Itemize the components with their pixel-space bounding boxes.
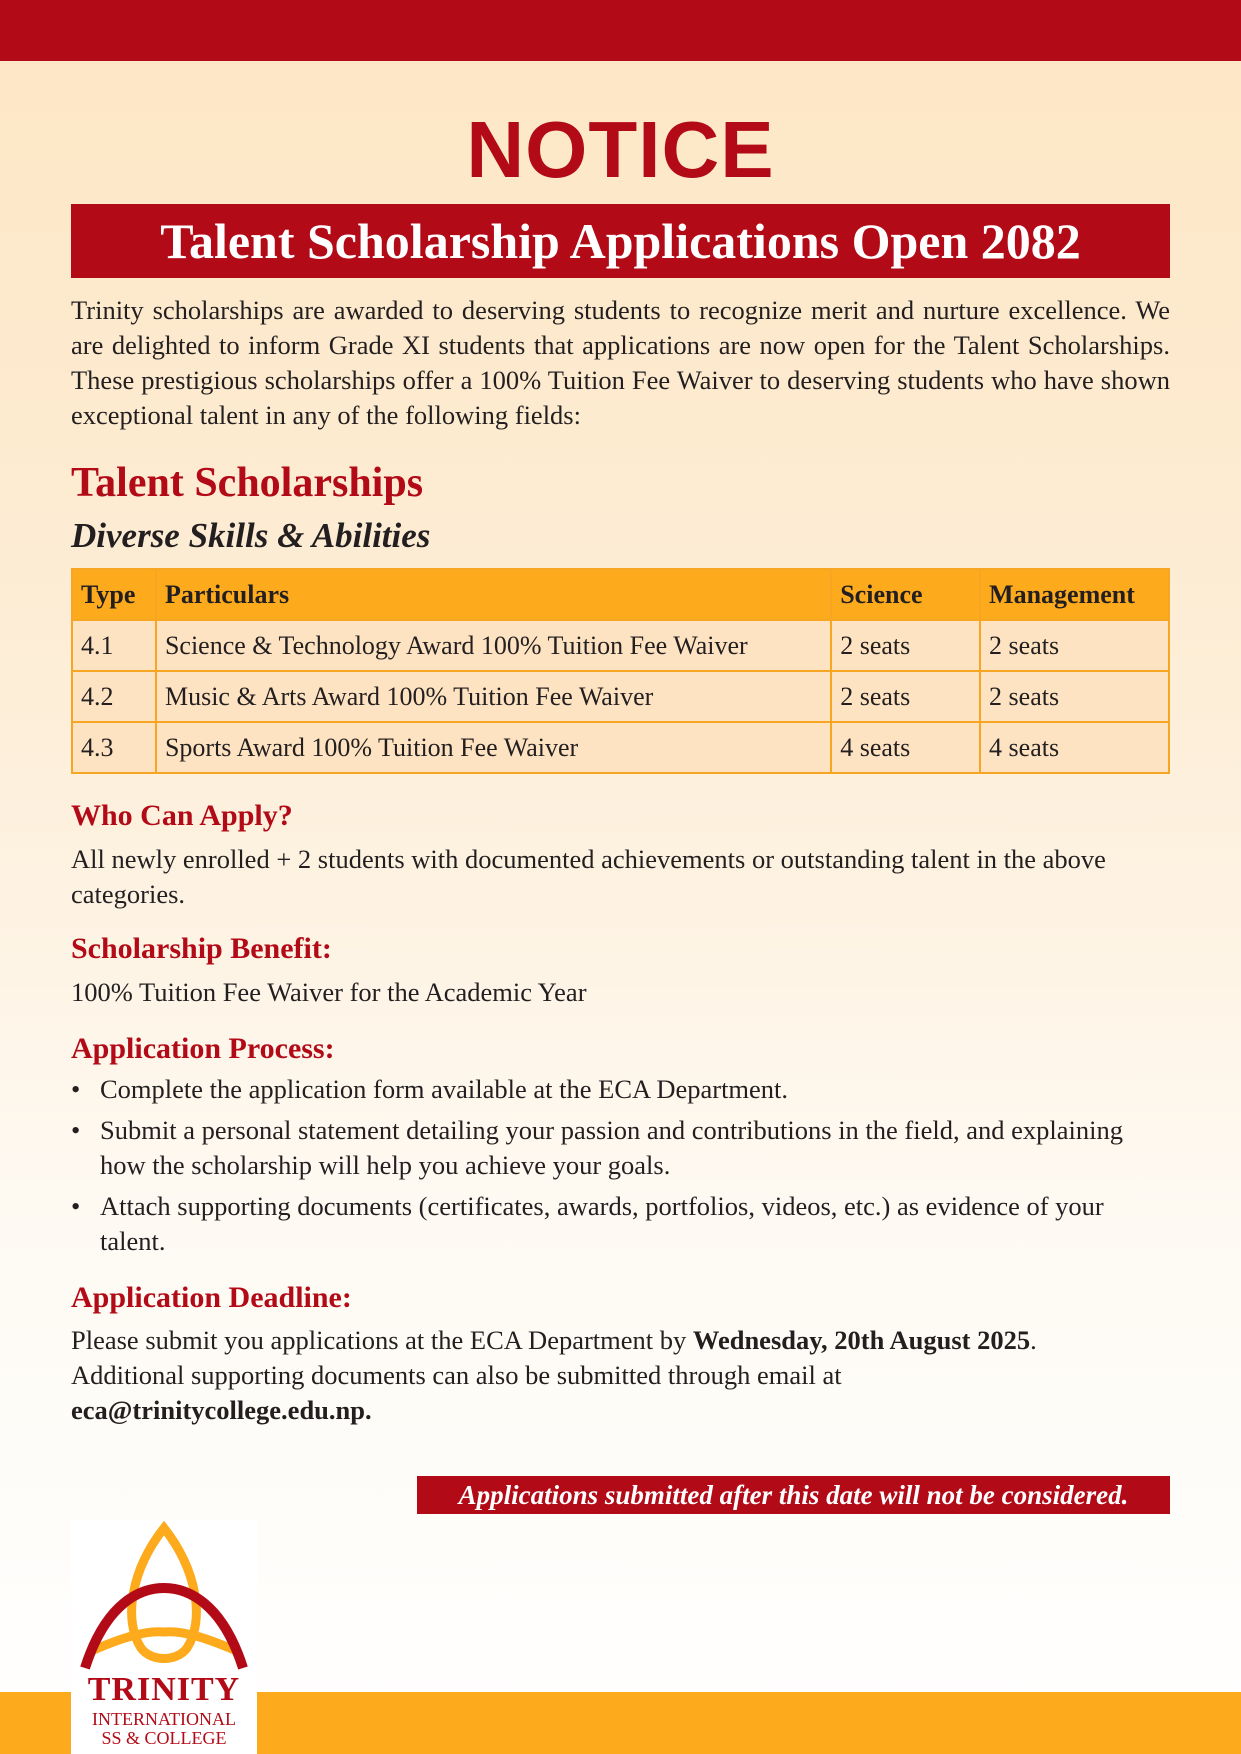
benefit-text: 100% Tuition Fee Waiver for the Academic Year (71, 977, 587, 1007)
table-row (72, 722, 1169, 773)
list-item: • Complete the application form available at the ECA Department. (71, 1072, 1170, 1107)
cell-particulars: Music & Arts Award 100% Tuition Fee Waiver (156, 671, 831, 722)
table-row (72, 671, 1169, 722)
section-subtitle: Diverse Skills & Abilities (71, 516, 431, 555)
process-list (71, 1072, 1170, 1265)
deadline-text-before: Please submit you applications at the ECA Department by (71, 1325, 693, 1355)
section-title: Talent Scholarships (71, 460, 424, 506)
cell-type: 4.2 (72, 671, 156, 722)
col-header-management: Management (980, 569, 1169, 620)
benefit-heading: Scholarship Benefit: (71, 932, 332, 965)
late-submission-warning: Applications submitted after this date will not be considered. (417, 1476, 1170, 1514)
cell-science-seats: 2 seats (831, 671, 980, 722)
col-header-type: Type (72, 569, 156, 620)
cell-management-seats: 2 seats (980, 620, 1169, 671)
trinity-knot-icon (71, 1520, 257, 1680)
logo-name: TRINITY (87, 1671, 241, 1708)
table-row (72, 620, 1169, 671)
cell-management-seats: 2 seats (980, 671, 1169, 722)
col-header-particulars: Particulars (156, 569, 831, 620)
scholarship-banner: Talent Scholarship Applications Open 2082 (71, 204, 1170, 278)
notice-title: NOTICE (466, 105, 775, 194)
cell-particulars: Sports Award 100% Tuition Fee Waiver (156, 722, 831, 773)
cell-type: 4.1 (72, 620, 156, 671)
who-can-apply-text: All newly enrolled + 2 students with documented achievements or outstanding talent in the above categories. (71, 844, 1106, 909)
deadline-text-after: . (1030, 1325, 1037, 1355)
logo-line1: INTERNATIONAL (92, 1709, 236, 1729)
table-header-row (72, 569, 1169, 620)
cell-type: 4.3 (72, 722, 156, 773)
who-can-apply-heading: Who Can Apply? (71, 799, 293, 832)
col-header-science: Science (831, 569, 980, 620)
process-heading: Application Process: (71, 1032, 335, 1065)
deadline-date: Wednesday, 20th August 2025 (692, 1325, 1031, 1355)
cell-particulars: Science & Technology Award 100% Tuition Fee Waiver (156, 620, 831, 671)
cell-science-seats: 4 seats (831, 722, 980, 773)
list-item: • Attach supporting documents (certificates, awards, portfolios, videos, etc.) as evidence of your talent. (71, 1189, 1170, 1259)
deadline-heading: Application Deadline: (71, 1281, 352, 1314)
intro-paragraph: Trinity scholarships are awarded to deserving students to recognize merit and nurture excellence. We are delighted to inform Grade XI students that applications are now open for the Talent Scholarships. These prestigious scholarships offer a 100% Tuition Fee Waiver to deserving students who have shown exceptional talent in any of the following fields: (71, 295, 1170, 430)
college-logo (71, 1520, 257, 1754)
deadline-text (71, 1323, 1170, 1428)
cell-management-seats: 4 seats (980, 722, 1169, 773)
deadline-email: eca@trinitycollege.edu.np. (71, 1395, 372, 1425)
cell-science-seats: 2 seats (831, 620, 980, 671)
top-red-bar (0, 0, 1241, 61)
list-item: • Submit a personal statement detailing your passion and contributions in the field, and explaining how the scholarship will help you achieve your goals. (71, 1113, 1170, 1183)
deadline-email-intro: Additional supporting documents can also be submitted through email at (71, 1360, 842, 1390)
logo-line2: SS & COLLEGE (101, 1728, 227, 1748)
scholarship-seats-table (71, 568, 1170, 774)
